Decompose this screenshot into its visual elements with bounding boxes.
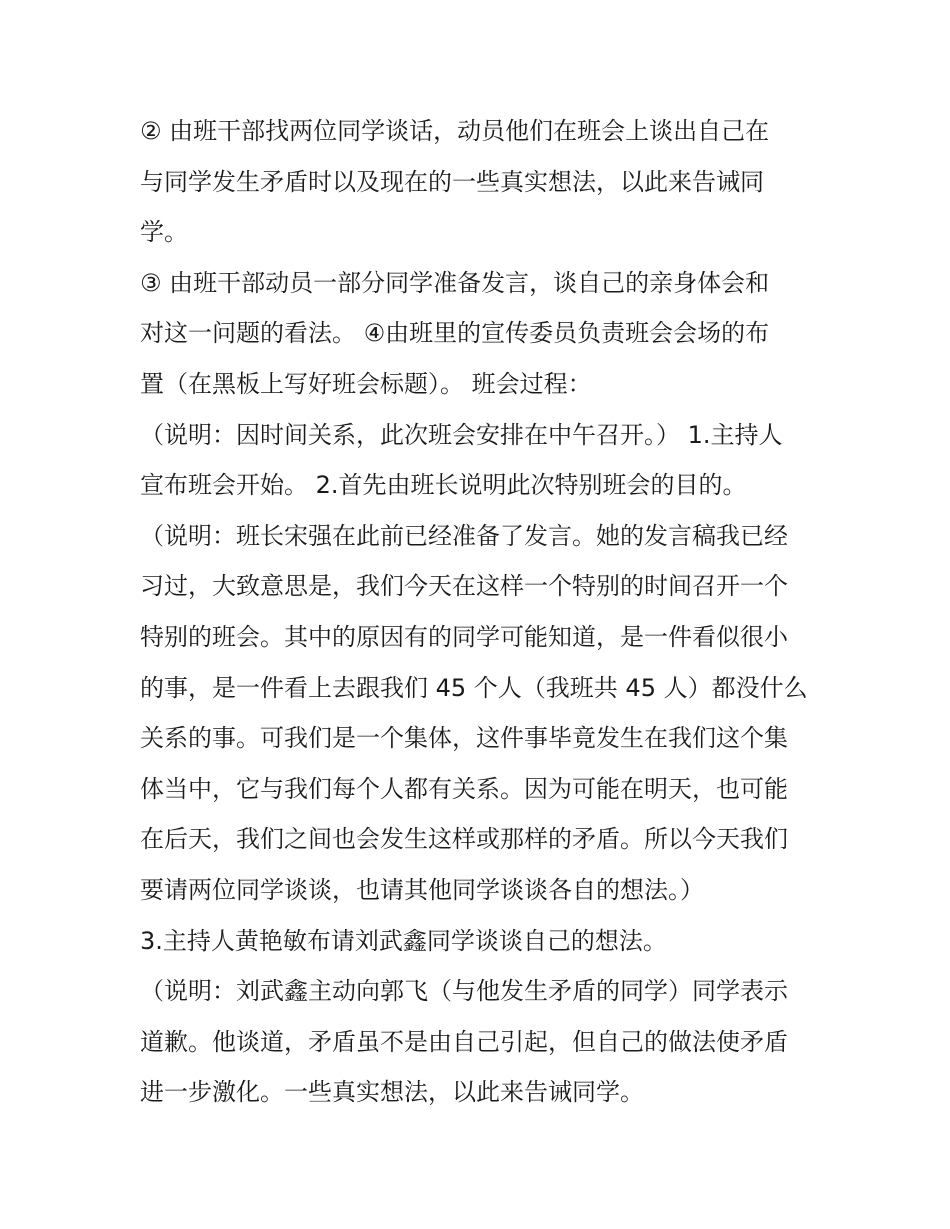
- text-line-18: （说明：刘武鑫主动向郭飞（与他发生矛盾的同学）同学表示: [140, 977, 788, 1006]
- text-line-16: 要请两位同学谈谈，也请其他同学谈谈各自的想法。）: [140, 875, 704, 904]
- text-line-1: ② 由班干部找两位同学谈话，动员他们在班会上谈出自己在: [140, 117, 770, 145]
- text-line-14: 体当中，它与我们每个人都有关系。因为可能在明天，也可能: [140, 774, 788, 803]
- text-line-12: 的事，是一件看上去跟我们 45 个人（我班共 45 人）都没什么: [140, 673, 808, 702]
- text-line-8: 宣布班会开始。 2.首先由班长说明此次特别班会的目的。: [140, 471, 747, 500]
- text-line-15: 在后天，我们之间也会发生这样或那样的矛盾。所以今天我们: [140, 825, 788, 854]
- text-line-3: 学。: [140, 218, 188, 247]
- text-line-19: 道歉。他谈道，矛盾虽不是由自己引起，但自己的做法使矛盾: [140, 1027, 788, 1056]
- text-line-17: 3.主持人黄艳敏布请刘武鑫同学谈谈自己的想法。: [140, 926, 667, 955]
- text-line-6: 置（在黑板上写好班会标题）。 班会过程：: [140, 369, 592, 398]
- text-line-20: 进一步激化。一些真实想法，以此来告诫同学。: [140, 1078, 644, 1107]
- text-line-2: 与同学发生矛盾时以及现在的一些真实想法，以此来告诫同: [140, 167, 764, 196]
- text-line-13: 关系的事。可我们是一个集体，这件事毕竟发生在我们这个集: [140, 724, 788, 753]
- document-body: [140, 106, 820, 1118]
- text-line-9: （说明：班长宋强在此前已经准备了发言。她的发言稿我已经: [140, 521, 788, 550]
- text-line-10: 习过，大致意思是，我们今天在这样一个特别的时间召开一个: [140, 572, 788, 601]
- text-line-5: 对这一问题的看法。 ④由班里的宣传委员负责班会会场的布: [140, 319, 770, 348]
- text-line-4: ③ 由班干部动员一部分同学准备发言，谈自己的亲身体会和: [140, 268, 770, 297]
- text-line-11: 特别的班会。其中的原因有的同学可能知道，是一件看似很小: [140, 622, 788, 651]
- text-line-7: （说明：因时间关系，此次班会安排在中午召开。） 1.主持人: [140, 420, 783, 449]
